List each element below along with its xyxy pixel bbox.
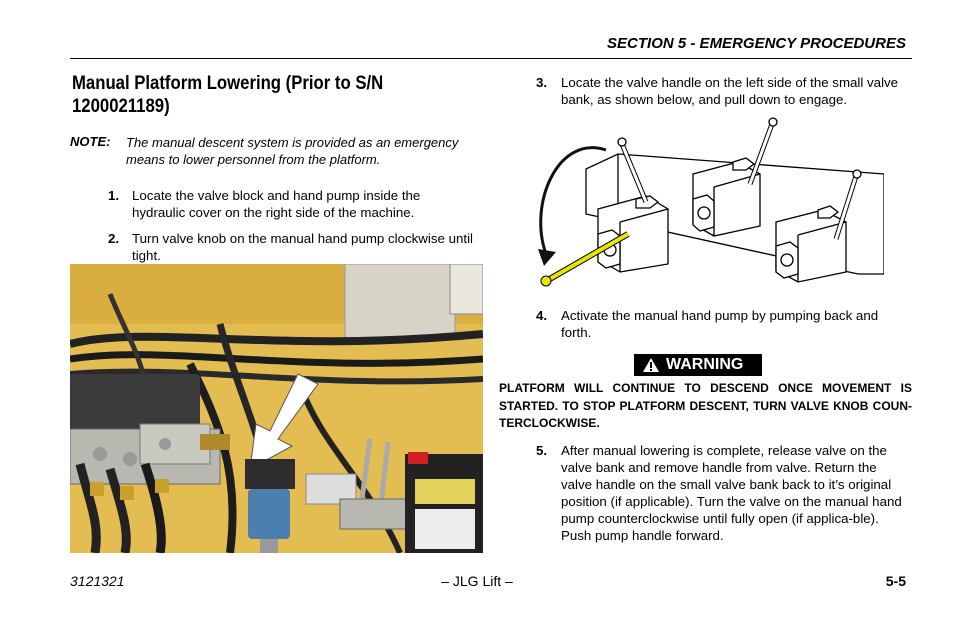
valve-bank-diagram [528,114,884,292]
valve-bank-diagram-art [528,114,884,292]
footer-doc-number: 3121321 [70,573,125,589]
note-label: NOTE: [70,134,111,149]
step-2-number: 2. [108,231,120,246]
step-4-number: 4. [536,308,548,323]
step-2-text: Turn valve knob on the manual hand pump clockwise until tight. [132,231,473,263]
header-rule [70,58,912,59]
note-text: The manual descent system is provided as an emergency means to lower personnel from the platform. [126,135,459,167]
step-1-number: 1. [108,188,120,203]
section-title: SECTION 5 - EMERGENCY PROCEDURES [607,35,906,52]
step-1-text: Locate the valve block and hand pump inside the hydraulic cover on the right side of the machine. [132,188,421,220]
step-5-number: 5. [536,443,548,458]
footer-page-number: 5-5 [885,573,906,589]
warning-triangle-icon [642,357,660,373]
page-heading: Manual Platform Lowering (Prior to S/N 1200021189) [72,73,384,117]
step-4-text: Activate the manual hand pump by pumping back and forth. [561,308,879,340]
warning-badge [634,354,762,376]
valve-block-photo-art [70,264,483,553]
warning-label: WARNING [666,356,744,373]
step-5-text: After manual lowering is complete, release valve on the valve bank and remove handle from valve. Return the valve handle on the small valve bank back to it’s original position (if applicable). Turn the valve on the manual hand pump counterclockwise until fully open (if applica-ble). Push pump handle forward. [561,443,902,543]
step-3-text: Locate the valve handle on the left side of the small valve bank, as shown below, and pull down to engage. [561,75,899,107]
footer-center: – JLG Lift – [441,573,513,589]
valve-block-photo [70,264,483,553]
warning-text: PLATFORM WILL CONTINUE TO DESCEND ONCE MOVEMENT IS STARTED. TO STOP PLATFORM DESCENT, TURN VALVE KNOB COUN-TERCLOCKWISE. [499,381,912,430]
step-3-number: 3. [536,75,548,90]
